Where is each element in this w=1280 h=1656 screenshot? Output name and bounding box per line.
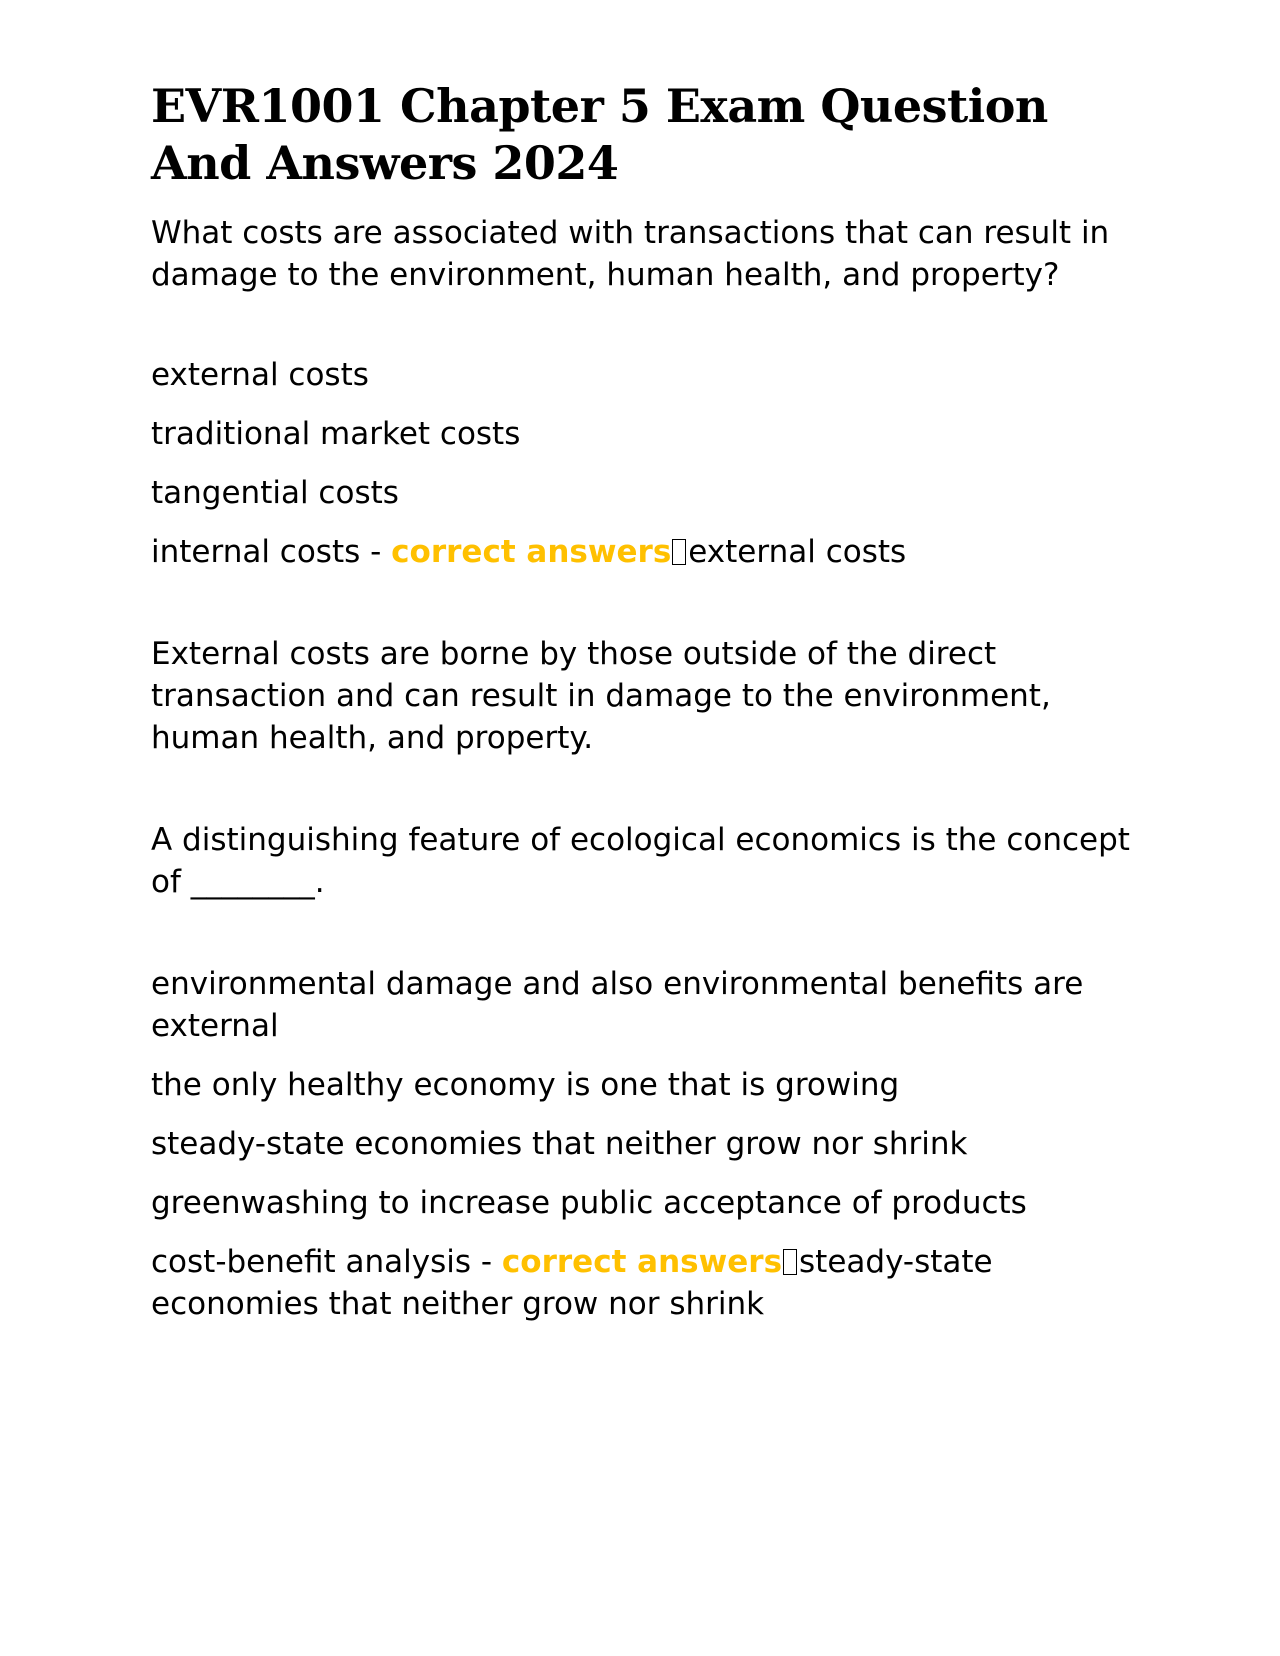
question-1-answer-line [151, 531, 1151, 573]
question-1-option-3: tangential costs [151, 475, 399, 511]
question-2-option-2: the only healthy economy is one that is growing [151, 1067, 900, 1103]
question-1-answer-label: correct answers [391, 534, 672, 570]
question-1-option-1: external costs [151, 357, 369, 393]
document-content [151, 78, 1151, 1325]
box-glyph-icon [783, 1249, 797, 1275]
question-2-text: A distinguishing feature of ecological economics is the concept of ________. [151, 822, 1130, 900]
question-1-option-2: traditional market costs [151, 416, 521, 452]
question-2-option-5: cost-benefit analysis - [151, 1244, 502, 1280]
box-glyph-icon [672, 539, 686, 565]
question-2-answer-label: correct answers [501, 1244, 783, 1280]
question-2-answer-line [151, 1241, 1151, 1325]
question-2-option-1: environmental damage and also environmental benefits are external [151, 966, 1084, 1044]
question-2-answer: steady-state economies that neither grow nor shrink [151, 1244, 993, 1322]
question-1-answer: external costs [688, 534, 907, 570]
question-2-option-3: steady-state economies that neither grow nor shrink [151, 1126, 968, 1162]
question-1-option-4: internal costs - [151, 534, 392, 570]
question-1-explanation: External costs are borne by those outside of the direct transaction and can result in damage to the environment, human health, and property. [151, 636, 1051, 756]
document-title: EVR1001 Chapter 5 Exam Question And Answers 2024 [151, 79, 1048, 190]
question-2-option-4: greenwashing to increase public acceptance of products [151, 1185, 1027, 1221]
question-1-text: What costs are associated with transactions that can result in damage to the environment, human health, and property? [151, 215, 1110, 293]
